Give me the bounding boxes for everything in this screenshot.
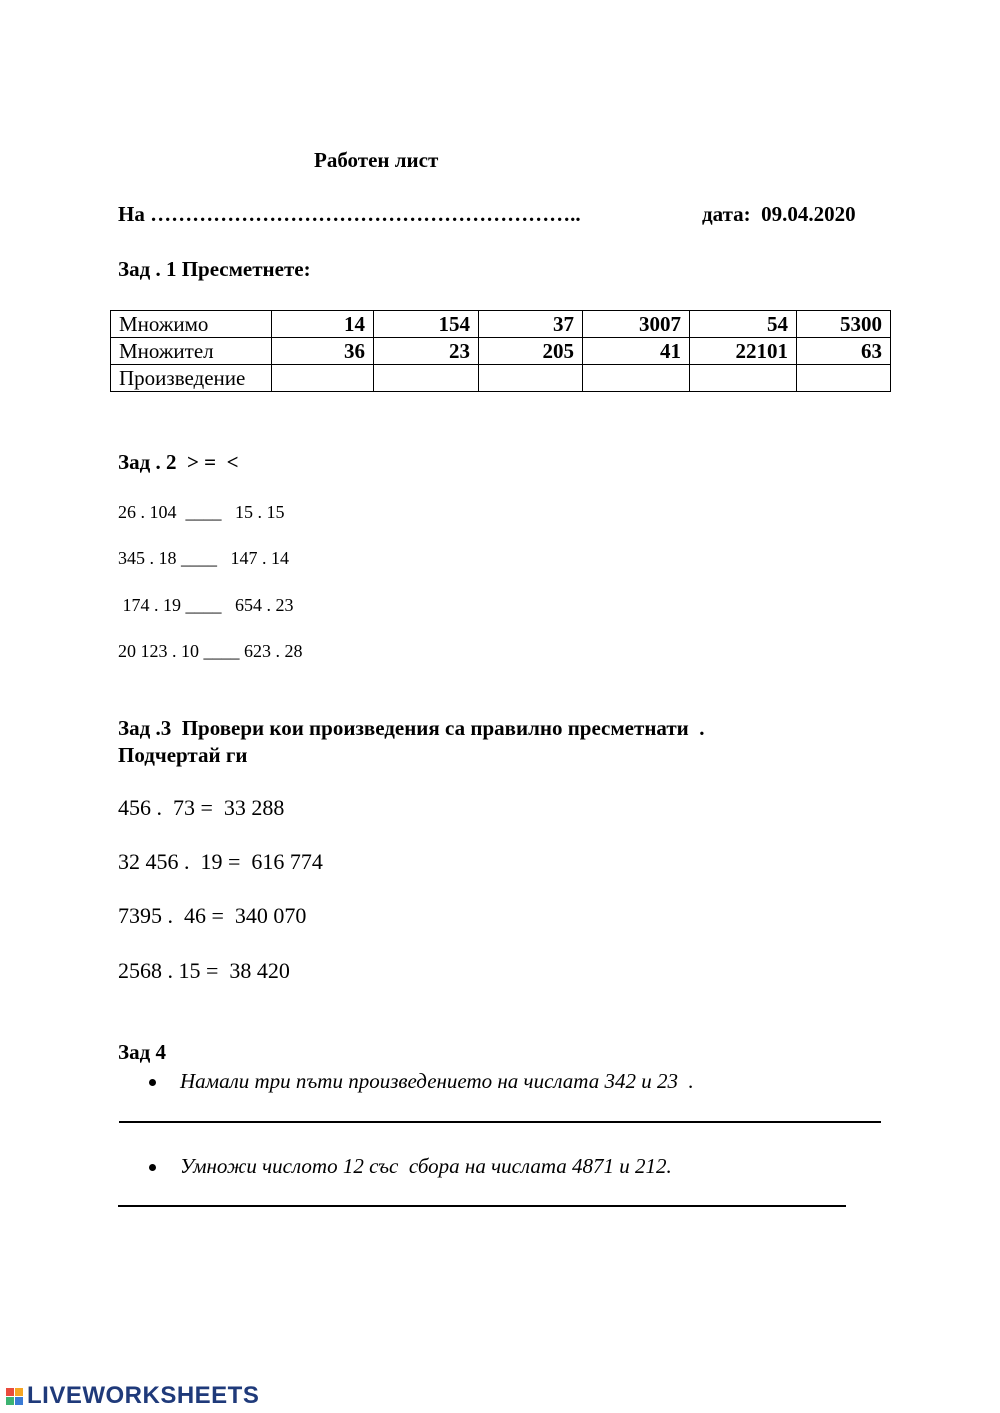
task3-subheading: Подчертай ги [118, 743, 248, 767]
answer-line[interactable] [118, 1205, 846, 1207]
answer-cell[interactable] [374, 365, 479, 392]
table-cell: 37 [479, 311, 583, 338]
answer-cell[interactable] [479, 365, 583, 392]
table-cell: 54 [690, 311, 797, 338]
answer-cell[interactable] [690, 365, 797, 392]
bullet-icon [149, 1079, 156, 1086]
answer-cell[interactable] [272, 365, 374, 392]
name-label: На …………………………………………………….. [118, 202, 581, 226]
comparison-item: 26 . 104 ____ 15 . 15 [118, 502, 285, 522]
table-cell: 41 [583, 338, 690, 365]
table-cell: 154 [374, 311, 479, 338]
table-row-multiplier [111, 338, 891, 365]
equation-item: 32 456 . 19 = 616 774 [118, 849, 323, 874]
logo-blocks-icon [6, 1388, 23, 1405]
table-cell: 5300 [797, 311, 891, 338]
table-row-multiplicand [111, 311, 891, 338]
table-cell: 63 [797, 338, 891, 365]
table-cell: 36 [272, 338, 374, 365]
table-cell: 22101 [690, 338, 797, 365]
answer-cell[interactable] [583, 365, 690, 392]
equation-item: 2568 . 15 = 38 420 [118, 958, 290, 983]
table-row-product [111, 365, 891, 392]
brand-name: LIVEWORKSHEETS [27, 1382, 260, 1409]
comparison-item: 20 123 . 10 ____ 623 . 28 [118, 641, 303, 661]
task1-heading: Зад . 1 Пресметнете: [118, 257, 311, 281]
equation-item: 456 . 73 = 33 288 [118, 795, 285, 820]
page-title: Работен лист [314, 148, 439, 172]
row-label: Произведение [111, 365, 272, 392]
task4-item: Умножи числото 12 със сбора на числата 4871 и 212. [180, 1154, 672, 1178]
multiplication-table [110, 310, 891, 392]
equation-item: 7395 . 46 = 340 070 [118, 903, 307, 928]
answer-line[interactable] [119, 1121, 881, 1123]
comparison-item: 174 . 19 ____ 654 . 23 [118, 595, 294, 615]
row-label: Множимо [111, 311, 272, 338]
liveworksheets-logo [6, 1382, 259, 1410]
answer-cell[interactable] [797, 365, 891, 392]
table-cell: 3007 [583, 311, 690, 338]
task4-heading: Зад 4 [118, 1040, 166, 1064]
table-cell: 14 [272, 311, 374, 338]
table-cell: 23 [374, 338, 479, 365]
bullet-icon [149, 1164, 156, 1171]
task2-heading: Зад . 2 > = < [118, 450, 239, 474]
date-label: дата: 09.04.2020 [702, 202, 856, 226]
task3-heading: Зад .3 Провери кои произведения са правилно пресметнати . [118, 716, 705, 740]
task4-item: Намали три пъти произведението на числата 342 и 23 . [180, 1069, 694, 1093]
row-label: Множител [111, 338, 272, 365]
comparison-item: 345 . 18 ____ 147 . 14 [118, 548, 289, 568]
table-cell: 205 [479, 338, 583, 365]
